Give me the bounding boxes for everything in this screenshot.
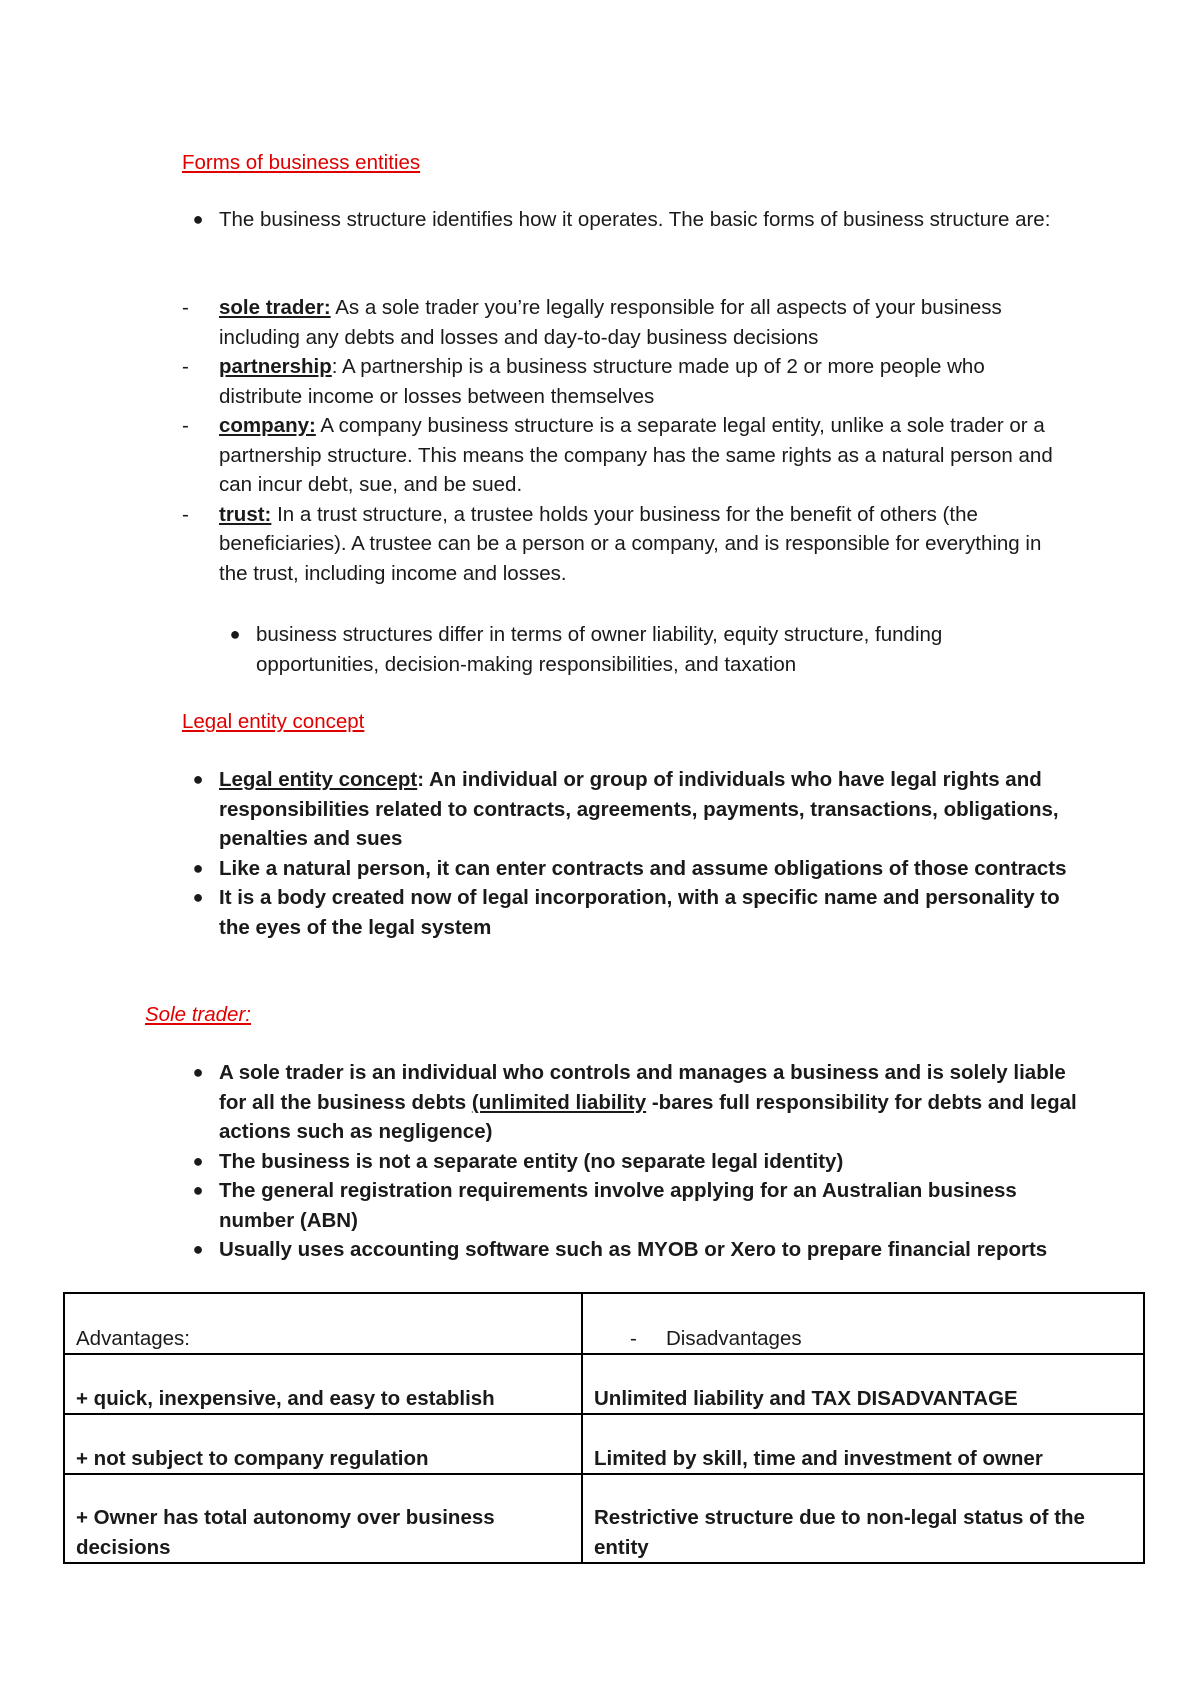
list-item xyxy=(192,1235,1079,1265)
dash-icon: - xyxy=(182,355,189,378)
dash-icon: - xyxy=(182,296,189,319)
legal-entity-list xyxy=(192,765,1069,942)
term-unlimited-liability: (unlimited liability xyxy=(471,1090,647,1114)
table-header-row xyxy=(64,1293,1144,1354)
definition-text: As a sole trader you’re legally responsible for all aspects of your business including any debts and losses and day-to-day business decisions xyxy=(219,296,1002,349)
structure-types-list xyxy=(182,293,1059,588)
disadvantage-cell: Unlimited liability and TAX DISADVANTAGE xyxy=(582,1354,1144,1414)
term-company: company: xyxy=(219,414,316,437)
list-item xyxy=(192,1147,1079,1177)
definition-text: : A partnership is a business structure made up of 2 or more people who distribute income or losses between themselves xyxy=(219,355,985,408)
heading-forms-of-business-entities: Forms of business entities xyxy=(182,151,421,174)
heading-sole-trader: Sole trader: xyxy=(145,1003,251,1026)
header-disadvantages-cell xyxy=(582,1293,1144,1354)
intro-list xyxy=(192,205,1059,235)
bullet-icon: ● xyxy=(192,887,204,907)
term-partnership: partnership xyxy=(219,355,332,378)
list-item xyxy=(192,765,1069,854)
definition-text: A company business structure is a separate legal entity, unlike a sole trader or a partnership structure. This means the company has the same rights as a natural person and can incur debt, sue, and be sued. xyxy=(219,414,1053,496)
advantage-cell: + quick, inexpensive, and easy to establish xyxy=(64,1354,582,1414)
sole-trader-list xyxy=(192,1058,1079,1265)
table-row xyxy=(64,1414,1144,1474)
list-item-trust xyxy=(182,500,1059,589)
dash-icon: - xyxy=(182,414,189,437)
advantage-cell: + not subject to company regulation xyxy=(64,1414,582,1474)
header-advantages: Advantages: xyxy=(64,1293,582,1354)
disadvantage-cell: Limited by skill, time and investment of owner xyxy=(582,1414,1144,1474)
disadvantage-cell: Restrictive structure due to non-legal status of the entity xyxy=(582,1474,1144,1563)
heading-legal-entity-concept: Legal entity concept xyxy=(182,710,365,733)
bullet-icon: ● xyxy=(192,1239,204,1259)
sub-bullet-list xyxy=(229,620,1056,679)
advantages-disadvantages-table xyxy=(63,1292,1145,1564)
list-item-text: Usually uses accounting software such as MYOB or Xero to prepare financial reports xyxy=(219,1238,1048,1261)
list-item xyxy=(192,1058,1079,1147)
bullet-icon: ● xyxy=(192,1062,204,1082)
term-trust: trust: xyxy=(219,502,272,526)
sub-bullet-text: business structures differ in terms of owner liability, equity structure, funding opportunities, decision-making responsibilities, and taxation xyxy=(256,623,943,676)
list-item-company xyxy=(182,411,1059,500)
list-item xyxy=(192,883,1069,942)
bullet-icon: ● xyxy=(192,1150,204,1171)
list-item-text: It is a body created now of legal incorporation, with a specific name and personality to the eyes of the legal system xyxy=(219,886,1060,939)
list-item-text: Like a natural person, it can enter contracts and assume obligations of those contracts xyxy=(219,856,1067,880)
definition-text: In a trust structure, a trustee holds your business for the benefit of others (the beneficiaries). A trustee can be a person or a company, and is responsible for everything in the trust, including income and losses. xyxy=(219,502,1042,585)
definition-text: : An individual or group of individuals who have legal rights and responsibilities related to contracts, agreements, payments, transactions, obligations, penalties and sues xyxy=(219,768,1059,850)
list-item xyxy=(192,205,1059,235)
list-item-text: The business is not a separate entity (no separate legal identity) xyxy=(219,1149,844,1173)
dash-icon: - xyxy=(182,502,189,526)
bullet-icon: ● xyxy=(192,769,204,789)
bullet-icon: ● xyxy=(229,624,241,644)
list-item-sole-trader xyxy=(182,293,1059,352)
bullet-icon: ● xyxy=(192,209,204,229)
header-disadvantages: Disadvantages xyxy=(666,1326,802,1350)
advantage-cell: + Owner has total autonomy over business decisions xyxy=(64,1474,582,1563)
list-item xyxy=(192,854,1069,884)
list-item xyxy=(229,620,1056,679)
list-item xyxy=(192,1176,1079,1235)
dash-icon: - xyxy=(630,1326,637,1350)
bullet-icon: ● xyxy=(192,1180,204,1200)
list-item-text: The general registration requirements involve applying for an Australian business number (ABN) xyxy=(219,1179,1017,1232)
table-row xyxy=(64,1354,1144,1414)
term-legal-entity-concept: Legal entity concept xyxy=(219,768,418,791)
list-item-text: A sole trader is an individual who controls and manages a business and is solely liable for all the business debts xyxy=(219,1061,1066,1114)
list-item-partnership xyxy=(182,352,1059,411)
term-sole-trader: sole trader: xyxy=(219,296,331,319)
list-item-text: -bares full responsibility for debts and legal actions such as negligence) xyxy=(219,1090,1077,1143)
table-row xyxy=(64,1474,1144,1563)
bullet-icon: ● xyxy=(192,857,204,878)
intro-text: The business structure identifies how it operates. The basic forms of business structure are: xyxy=(219,208,1051,231)
